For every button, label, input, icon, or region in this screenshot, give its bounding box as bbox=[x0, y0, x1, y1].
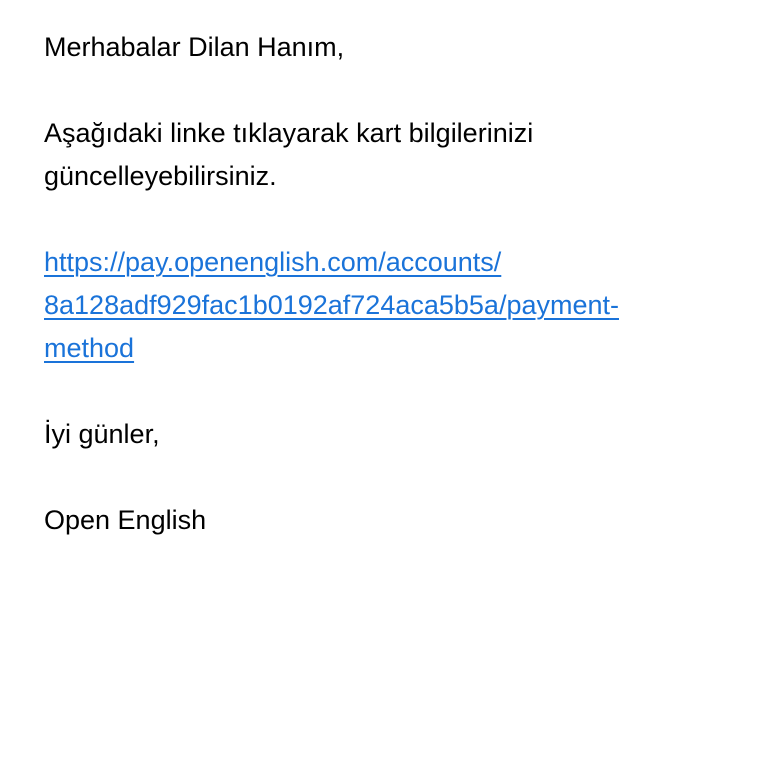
greeting: Merhabalar Dilan Hanım, bbox=[44, 32, 345, 62]
paragraph-spacer bbox=[44, 198, 724, 241]
payment-link-line-3: method bbox=[44, 333, 135, 363]
paragraph-spacer bbox=[44, 456, 724, 499]
body-text bbox=[44, 112, 724, 198]
payment-method-link[interactable] bbox=[44, 241, 724, 370]
body-text-line-1: Aşağıdaki linke tıklayarak kart bilgilerinizi bbox=[44, 118, 534, 148]
payment-link-paragraph bbox=[44, 241, 724, 370]
paragraph-spacer bbox=[44, 69, 724, 112]
paragraph-spacer bbox=[44, 370, 724, 413]
payment-link-line-2: 8a128adf929fac1b0192af724aca5b5a/payment- bbox=[44, 290, 619, 320]
body-text-line-2: güncelleyebilirsiniz. bbox=[44, 161, 277, 191]
email-message-body bbox=[44, 26, 724, 542]
payment-link-line-1: https://pay.openenglish.com/accounts/ bbox=[44, 247, 502, 277]
closing: İyi günler, bbox=[44, 419, 160, 449]
signature: Open English bbox=[44, 505, 207, 535]
